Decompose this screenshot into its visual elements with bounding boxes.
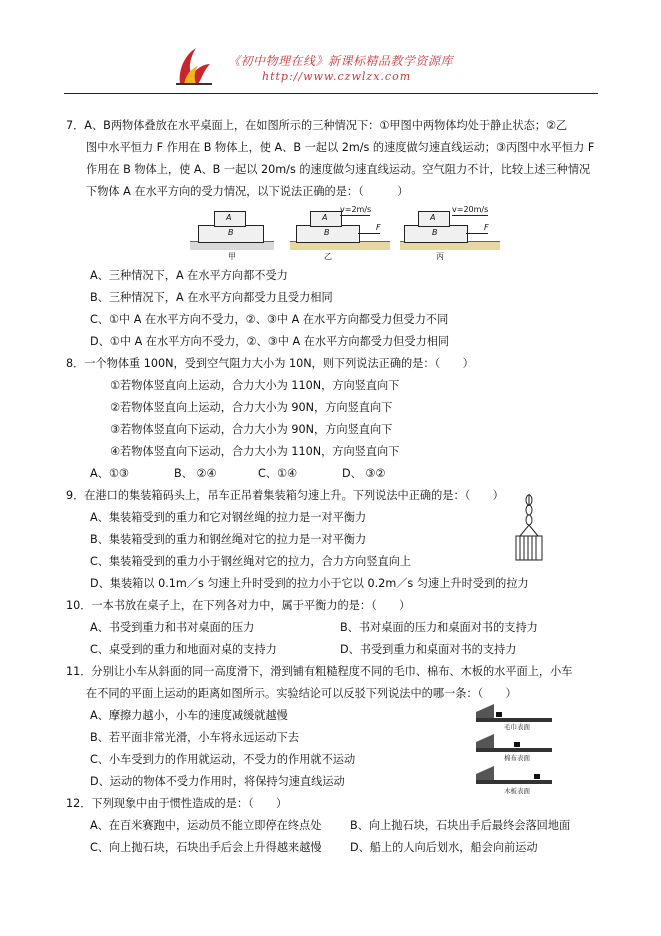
fig-force-arrow-bing [466, 233, 488, 234]
fig-label-bing: 丙 [436, 252, 444, 261]
ramp-towel [476, 704, 552, 722]
q12-stem: 12．下列现象中由于惯性造成的是：（ ） [66, 797, 288, 810]
header-title: 《初中物理在线》新课标精品教学资源库 [228, 54, 454, 68]
fig-a-yi: A [322, 213, 328, 222]
q10-option-d: D、书受到重力和桌面对书的支持力 [340, 643, 517, 656]
q11-option-b: B、若平面非常光滑，小车将永远运动下去 [90, 731, 300, 744]
fig-b-yi: B [324, 228, 330, 237]
q9-option-c: C、集装箱受到的重力小于钢丝绳对它的拉力，合力方向竖直向上 [90, 555, 412, 568]
q9-stem: 9．在港口的集装箱码头上，吊车正吊着集装箱匀速上升。下列说法中正确的是：（ ） [66, 489, 504, 502]
q7-option-d: D、①中 A 在水平方向不受力，②、③中 A 在水平方向都受力但受力相同 [90, 335, 450, 348]
q8-option-a: A、①③ [90, 467, 129, 480]
q7-option-b: B、三种情况下，A 在水平方向都受力且受力相同 [90, 291, 333, 304]
fig-speed-bing: v=20m/s [452, 205, 489, 214]
q11-label-towel: 毛巾表面 [504, 723, 530, 731]
q11-option-a: A、摩擦力越小，小车的速度减缓就越慢 [90, 709, 288, 722]
header-url[interactable]: http://www.czwlzx.com [262, 70, 412, 83]
q12-option-c: C、向上抛石块，石块出手后会上升得越来越慢 [90, 841, 322, 854]
fig-force-bing: F [484, 223, 489, 232]
q8-option-b: B、 ②④ [174, 467, 217, 480]
fig-b-jia: B [228, 228, 234, 237]
q11-option-d: D、运动的物体不受力作用时，将保持匀速直线运动 [90, 775, 345, 788]
q7-line-3: 作用在 B 物体上，使 A、B 一起以 20m/s 的速度做匀速直线运动。空气阻力不计，比较上述三种情况 [86, 163, 591, 176]
q7-line-1: 7．A、B两物体叠放在水平桌面上，在如图所示的三种情况下：①甲图中两物体均处于静止状态；②乙 [66, 119, 568, 132]
fig-b-bing: B [432, 228, 438, 237]
fig-speed-arrow-bing [452, 215, 488, 216]
q9-option-b: B、集装箱受到的重力和钢丝绳对它的拉力是一对平衡力 [90, 533, 367, 546]
fig-a-bing: A [430, 213, 436, 222]
q11-stem-1: 11．分别让小车从斜面的同一高度滑下，滑到铺有粗糙程度不同的毛巾、棉布、木板的水平面上，小车 [66, 665, 573, 678]
fig-label-jia: 甲 [228, 252, 236, 261]
q12-option-a: A、在百米赛跑中，运动员不能立即停在终点处 [90, 819, 322, 832]
ramp-wood [476, 766, 552, 784]
q10-option-b: B、书对桌面的压力和桌面对书的支持力 [340, 621, 538, 634]
q10-option-a: A、书受到重力和书对桌面的压力 [90, 621, 255, 634]
header-logo [176, 46, 212, 86]
fig-a-jia: A [226, 213, 232, 222]
q8-option-d: D、 ③② [342, 467, 386, 480]
fig-label-yi: 乙 [324, 252, 332, 261]
q11-stem-2: 在不同的平面上运动的距离如图所示。实验结论可以反驳下列说法中的哪一条：（ ） [86, 687, 517, 700]
q8-statement-4: ④若物体竖直向下运动，合力大小为 110N，方向竖直向下 [110, 445, 400, 458]
fig-speed-yi: v=2m/s [340, 205, 372, 214]
q7-line-2: 图中水平恒力 F 作用在 B 物体上，使 A、B 一起以 2m/s 的速度做匀速直线运动；③丙图中水平恒力 F [86, 141, 595, 154]
fig-force-arrow-yi [358, 233, 380, 234]
q8-statement-2: ②若物体竖直向上运动，合力大小为 90N，方向竖直向下 [110, 401, 393, 414]
q7-option-a: A、三种情况下，A 在水平方向都不受力 [90, 269, 288, 282]
q10-stem: 10．一本书放在桌子上，在下列各对力中，属于平衡力的是：（ ） [66, 599, 411, 612]
ramp-cotton [476, 734, 552, 752]
q12-option-d: D、船上的人向后划水，船会向前运动 [350, 841, 538, 854]
q10-option-c: C、桌受到的重力和地面对桌的支持力 [90, 643, 277, 656]
q9-option-d: D、集装箱以 0.1m／s 匀速上升时受到的拉力小于它以 0.2m／s 匀速上升时受到的拉力 [90, 577, 529, 590]
q8-stem: 8．一个物体重 100N，受到空气阻力大小为 10N，则下列说法正确的是：（ ） [66, 357, 474, 370]
q12-option-b: B、向上抛石块，石块出手后最终会落回地面 [350, 819, 571, 832]
fig-speed-arrow-yi [340, 215, 370, 216]
q7-option-c: C、①中 A 在水平方向不受力，②、③中 A 在水平方向都受力但受力不同 [90, 313, 449, 326]
q11-figure [474, 700, 554, 800]
header-rule [64, 93, 598, 94]
fig-force-yi: F [376, 223, 381, 232]
q11-option-c: C、小车受到力的作用就运动，不受力的作用就不运动 [90, 753, 356, 766]
q11-label-wood: 木板表面 [504, 787, 530, 795]
q9-container-figure [512, 494, 546, 564]
q7-figure [190, 205, 500, 265]
q8-statement-1: ①若物体竖直向上运动，合力大小为 110N，方向竖直向下 [110, 379, 400, 392]
q11-label-cotton: 棉布表面 [504, 754, 530, 762]
q7-line-4: 下物体 A 在水平方向的受力情况，以下说法正确的是：（ ） [86, 185, 409, 198]
q8-statement-3: ③若物体竖直向下运动，合力大小为 90N，方向竖直向下 [110, 423, 393, 436]
q9-option-a: A、集装箱受到的重力和它对钢丝绳的拉力是一对平衡力 [90, 511, 367, 524]
q8-option-c: C、①④ [258, 467, 298, 480]
